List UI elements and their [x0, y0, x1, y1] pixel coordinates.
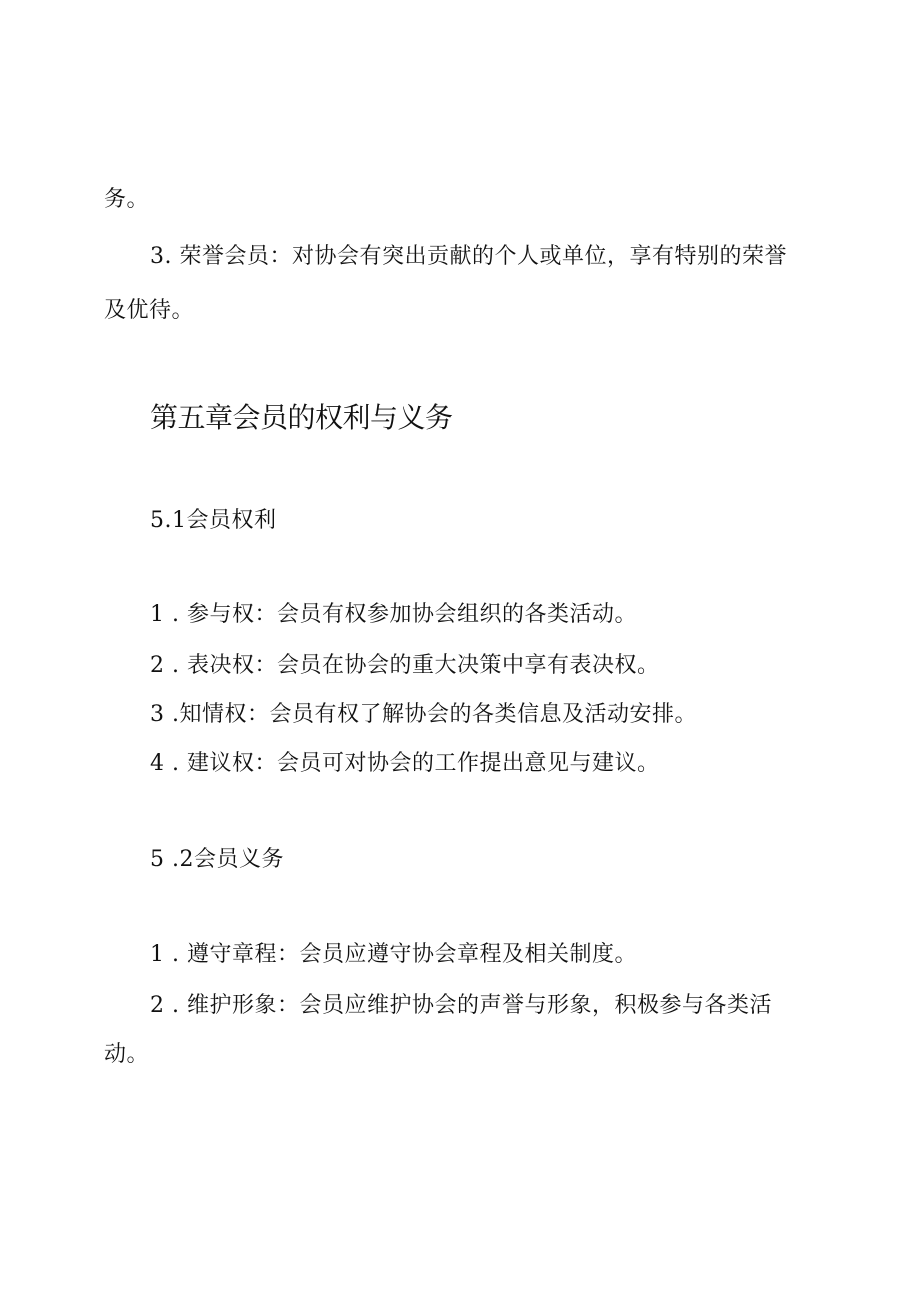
rights-item-2: 2 . 表决权：会员在协会的重大决策中享有表决权。 [150, 653, 660, 678]
duties-item-2-tail: 动。 [104, 1042, 150, 1067]
previous-paragraph-tail: 务。 [104, 187, 150, 212]
duties-item-2: 2 . 维护形象：会员应维护协会的声誉与形象，积极参与各类活 [150, 993, 772, 1018]
rights-item-1: 1 . 参与权：会员有权参加协会组织的各类活动。 [150, 602, 637, 627]
rights-item-4: 4 . 建议权：会员可对协会的工作提出意见与建议。 [150, 751, 660, 776]
rights-item-3: 3 .知情权：会员有权了解协会的各类信息及活动安排。 [150, 702, 697, 727]
duties-item-1: 1 . 遵守章程：会员应遵守协会章程及相关制度。 [150, 942, 637, 967]
duties-section-heading: 5 .2会员义务 [150, 847, 284, 872]
honorary-member-line-1: 3. 荣誉会员：对协会有突出贡献的个人或单位，享有特别的荣誉 [150, 244, 787, 269]
chapter-title: 第五章会员的权利与义务 [150, 401, 453, 434]
rights-section-heading: 5.1会员权利 [150, 508, 277, 533]
honorary-member-line-2: 及优待。 [104, 298, 195, 323]
